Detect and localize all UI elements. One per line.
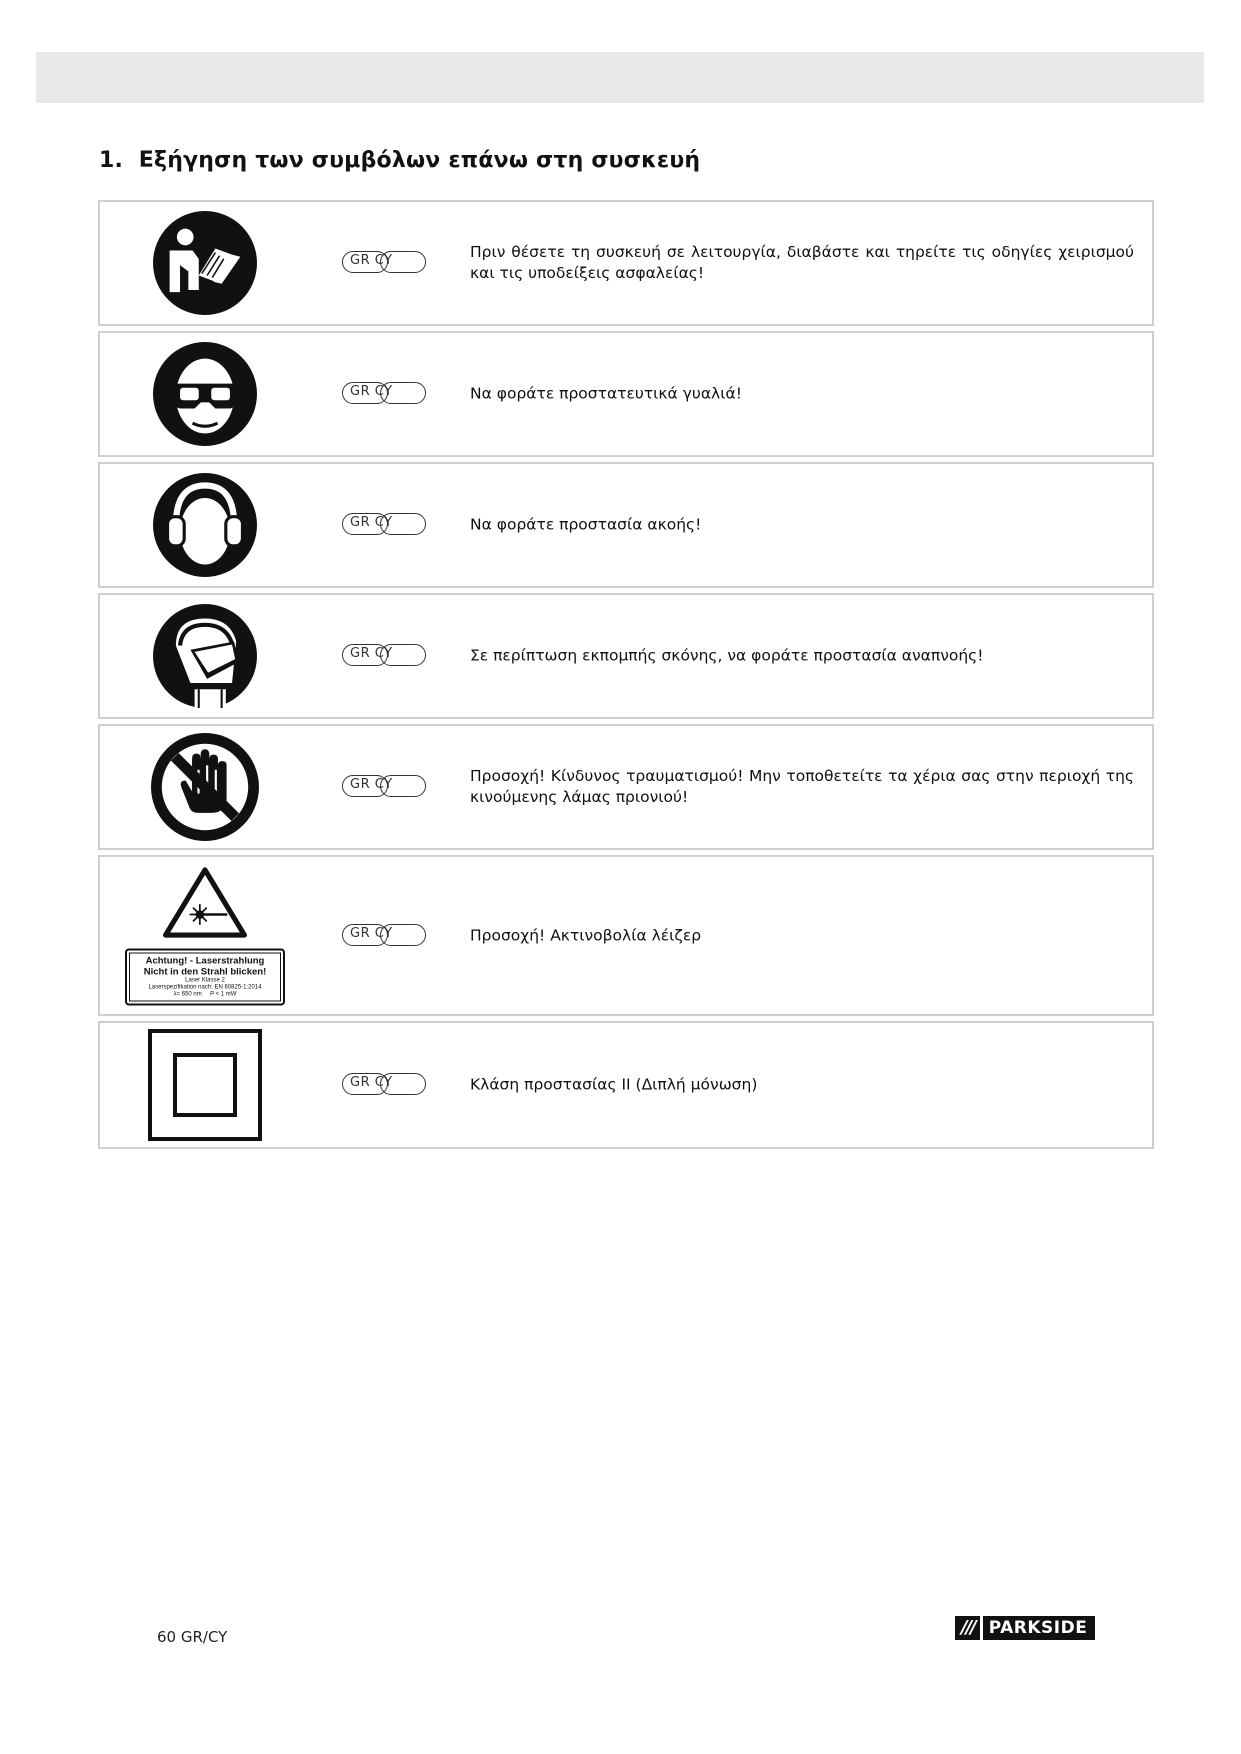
country-badge: GR CY bbox=[342, 382, 430, 406]
country-badge: GR CY bbox=[342, 775, 430, 799]
laser-warning-icon bbox=[120, 866, 290, 1005]
country-badge: GR CY bbox=[342, 251, 430, 275]
symbol-row bbox=[98, 331, 1154, 457]
symbol-row bbox=[98, 1021, 1154, 1149]
symbol-table bbox=[98, 200, 1154, 1154]
protection-class-ii-icon bbox=[140, 1029, 270, 1141]
country-badge: GR CY bbox=[342, 513, 430, 537]
symbol-row bbox=[98, 200, 1154, 326]
symbol-description: Πριν θέσετε τη συσκευή σε λειτουργία, διαβάστε και τηρείτε τις οδηγίες χειρισμού και τις υποδείξεις ασφαλείας! bbox=[470, 243, 1134, 282]
page-number: 60 GR/CY bbox=[157, 1628, 228, 1646]
read-manual-icon bbox=[140, 211, 270, 315]
section-number: 1. bbox=[99, 148, 124, 173]
symbol-row bbox=[98, 724, 1154, 850]
country-badge: GR CY bbox=[342, 924, 430, 948]
symbol-description: Να φοράτε προστατευτικά γυαλιά! bbox=[470, 384, 742, 403]
no-hands-icon bbox=[140, 733, 270, 841]
header-bar bbox=[36, 52, 1204, 103]
section-title-text: Εξήγηση των συμβόλων επάνω στη συσκευή bbox=[138, 148, 701, 173]
ear-protection-icon bbox=[140, 473, 270, 577]
symbol-description: Προσοχή! Ακτινοβολία λέιζερ bbox=[470, 926, 702, 944]
country-badge: GR CY bbox=[342, 1073, 430, 1097]
symbol-description: Να φοράτε προστασία ακοής! bbox=[470, 515, 702, 534]
symbol-description: Προσοχή! Κίνδυνος τραυματισμού! Μην τοποθετείτε τα χέρια σας στην περιοχή της κινούμενης λάμας πριονιού! bbox=[470, 767, 1134, 806]
parkside-logo: /// PARKSIDE bbox=[955, 1616, 1095, 1640]
symbol-row bbox=[98, 593, 1154, 719]
symbol-description: Κλάση προστασίας II (Διπλή μόνωση) bbox=[470, 1075, 758, 1094]
laser-label: Achtung! - Laserstrahlung Nicht in den Strahl blicken! Laser Klasse 2 Laserspezifikation nach: EN 60825-1:2014 λ= 650 nm P < 1 mW bbox=[125, 948, 285, 1005]
symbol-row bbox=[98, 462, 1154, 588]
laser-triangle-icon bbox=[162, 866, 248, 938]
section-title bbox=[99, 148, 700, 173]
country-badge: GR CY bbox=[342, 644, 430, 668]
safety-goggles-icon bbox=[140, 342, 270, 446]
symbol-row bbox=[98, 855, 1154, 1016]
respirator-mask-icon bbox=[140, 604, 270, 708]
symbol-description: Σε περίπτωση εκπομπής σκόνης, να φοράτε προστασία αναπνοής! bbox=[470, 646, 984, 665]
